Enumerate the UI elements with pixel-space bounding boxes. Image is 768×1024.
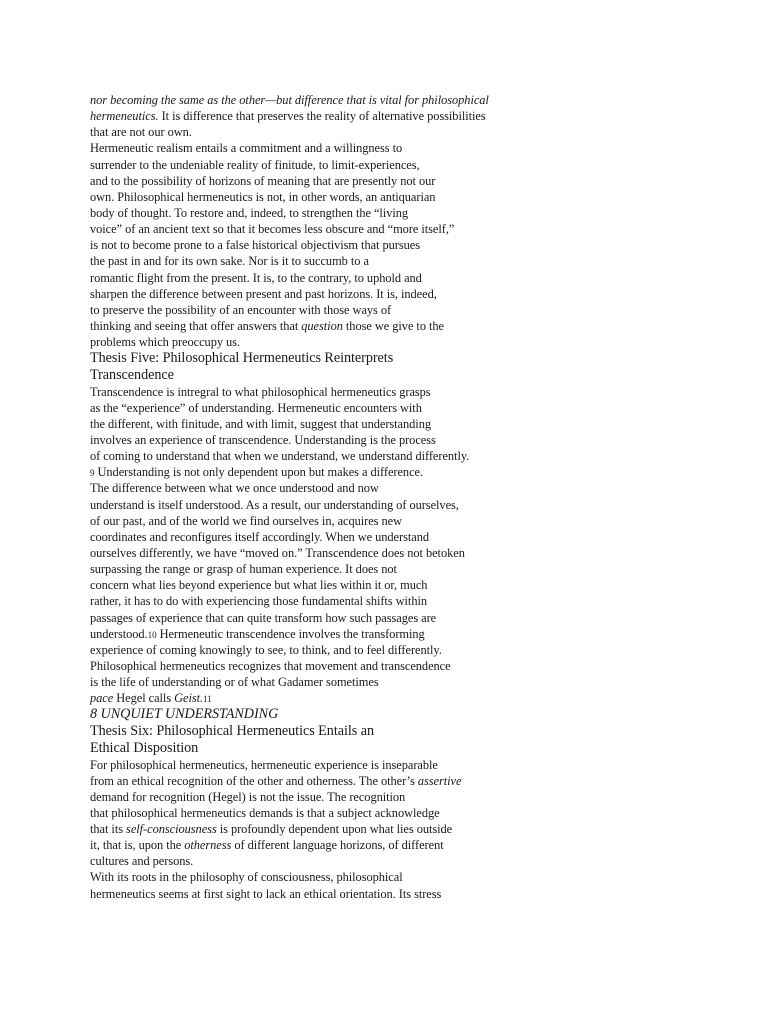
- text-line: [90, 189, 560, 205]
- text-segment: question: [301, 318, 343, 333]
- text-segment: demand for recognition (Hegel) is not the issue. The recognition: [90, 789, 406, 804]
- text-segment: nor becoming the same as the other—but difference that is vital for philosophical: [90, 93, 489, 107]
- text-line: [90, 757, 560, 773]
- text-line: [90, 480, 560, 496]
- text-segment: Thesis Five: Philosophical Hermeneutics Reinterprets: [90, 350, 394, 367]
- text-line: [90, 334, 560, 350]
- text-line: [90, 205, 560, 221]
- text-line: [90, 658, 560, 674]
- text-segment: involves an experience of transcendence. Understanding is the process: [90, 433, 436, 448]
- text-line: [90, 302, 560, 318]
- text-segment: rather, it has to do with experiencing those fundamental shifts within: [90, 594, 428, 609]
- text-line: [90, 789, 560, 805]
- heading-line: [90, 740, 560, 757]
- text-line: [90, 124, 560, 140]
- text-segment: is profoundly dependent upon what lies outside: [216, 822, 453, 837]
- text-segment: romantic flight from the present. It is, to the contrary, to uphold and: [90, 270, 422, 285]
- text-segment: The difference between what we once understood and now: [90, 481, 379, 496]
- text-line: [90, 497, 560, 513]
- text-segment: Ethical Disposition: [90, 739, 199, 756]
- text-line: [90, 464, 560, 480]
- text-segment: assertive: [417, 773, 462, 788]
- text-segment: voice” of an ancient text so that it becomes less obscure and “more itself,”: [90, 222, 455, 237]
- footnote-marker: 10: [147, 629, 157, 640]
- text-line: [90, 513, 560, 529]
- text-line: [90, 448, 560, 464]
- text-line: [90, 545, 560, 561]
- text-segment: is not to become prone to a false historical objectivism that pursues: [90, 238, 420, 253]
- text-segment: cultures and persons.: [90, 854, 194, 869]
- text-line: [90, 853, 560, 869]
- text-segment: self-consciousness: [126, 822, 217, 837]
- text-segment: Geist.: [174, 691, 204, 706]
- text-segment: surpassing the range or grasp of human experience. It does not: [90, 562, 397, 577]
- text-line: [90, 529, 560, 545]
- text-segment: those we give to the: [342, 318, 445, 333]
- text-segment: hermeneutics seems at first sight to lack an ethical orientation. Its stress: [90, 886, 442, 901]
- text-segment: Transcendence is intregral to what philosophical hermeneutics grasps: [90, 384, 431, 399]
- text-segment: it, that is, upon the: [90, 838, 185, 853]
- text-line: [90, 270, 560, 286]
- text-segment: the past in and for its own sake. Nor is it to succumb to a: [90, 254, 369, 269]
- text-segment: concern what lies beyond experience but what lies within it or, much: [90, 578, 428, 593]
- text-segment: body of thought. To restore and, indeed, to strengthen the “living: [90, 205, 409, 220]
- text-segment: Hermeneutic transcendence involves the transforming: [156, 626, 425, 641]
- text-line: [90, 821, 560, 837]
- text-line: [90, 610, 560, 626]
- text-line: [90, 221, 560, 237]
- text-segment: Hegel calls: [113, 691, 175, 706]
- text-segment: Philosophical hermeneutics recognizes that movement and transcendence: [90, 659, 451, 674]
- text-line: [90, 561, 560, 577]
- heading-line: [90, 367, 560, 384]
- text-line: [90, 140, 560, 156]
- text-segment: It is difference that preserves the reality of alternative possibilities: [158, 109, 486, 124]
- text-segment: 8 UNQUIET UNDERSTANDING: [90, 706, 279, 723]
- text-line: [90, 642, 560, 658]
- text-line: [90, 593, 560, 609]
- text-line: [90, 773, 560, 789]
- text-line: [90, 805, 560, 821]
- footnote-marker: 9: [90, 468, 95, 479]
- text-segment: With its roots in the philosophy of consciousness, philosophical: [90, 870, 403, 885]
- text-segment: experience of coming knowingly to see, to think, and to feel differently.: [90, 642, 442, 657]
- text-segment: pace: [90, 691, 114, 706]
- text-segment: Understanding is not only dependent upon but makes a difference.: [94, 465, 424, 480]
- text-segment: of different language horizons, of different: [231, 838, 444, 853]
- text-line: [90, 253, 560, 269]
- heading-line: [90, 723, 560, 740]
- text-line: [90, 173, 560, 189]
- text-segment: hermeneutics.: [90, 109, 159, 124]
- text-segment: Transcendence: [90, 366, 174, 383]
- text-segment: understand is itself understood. As a result, our understanding of ourselves,: [90, 497, 459, 512]
- heading-line: [90, 350, 560, 367]
- text-segment: to preserve the possibility of an encounter with those ways of: [90, 302, 392, 317]
- text-segment: own. Philosophical hermeneutics is not, in other words, an antiquarian: [90, 189, 436, 204]
- text-segment: understood.: [90, 626, 148, 641]
- text-segment: of our past, and of the world we find ourselves in, acquires new: [90, 513, 402, 528]
- text-line: [90, 237, 560, 253]
- text-segment: that are not our own.: [90, 125, 192, 140]
- text-line: [90, 577, 560, 593]
- text-line: [90, 157, 560, 173]
- text-segment: as the “experience” of understanding. Hermeneutic encounters with: [90, 400, 422, 415]
- text-segment: Thesis Six: Philosophical Hermeneutics Entails an: [90, 723, 375, 740]
- heading-line: [90, 706, 560, 723]
- text-line: [90, 837, 560, 853]
- text-segment: passages of experience that can quite transform how such passages are: [90, 610, 437, 625]
- text-segment: from an ethical recognition of the other and otherness. The other’s: [90, 773, 418, 788]
- text-line: [90, 869, 560, 885]
- text-segment: of coming to understand that when we understand, we understand differently.: [90, 449, 470, 464]
- text-line: [90, 416, 560, 432]
- text-segment: that its: [90, 822, 127, 837]
- text-line: [90, 886, 560, 902]
- text-segment: is the life of understanding or of what Gadamer sometimes: [90, 675, 379, 690]
- text-line: [90, 108, 560, 124]
- text-segment: that philosophical hermeneutics demands is that a subject acknowledge: [90, 805, 440, 820]
- text-line: [90, 286, 560, 302]
- text-line: [90, 318, 560, 334]
- text-line: [90, 674, 560, 690]
- text-line: [90, 690, 560, 706]
- footnote-marker: 11: [203, 694, 212, 705]
- text-line: [90, 92, 560, 108]
- text-segment: thinking and seeing that offer answers that: [90, 318, 302, 333]
- text-segment: sharpen the difference between present and past horizons. It is, indeed,: [90, 286, 437, 301]
- text-segment: ourselves differently, we have “moved on.” Transcendence does not betoken: [90, 546, 465, 561]
- text-segment: surrender to the undeniable reality of finitude, to limit-experiences,: [90, 157, 420, 172]
- document-page: [90, 92, 560, 902]
- text-line: [90, 432, 560, 448]
- text-segment: otherness: [184, 838, 232, 853]
- text-line: [90, 626, 560, 642]
- text-line: [90, 384, 560, 400]
- text-segment: problems which preoccupy us.: [90, 335, 241, 350]
- text-segment: For philosophical hermeneutics, hermeneutic experience is inseparable: [90, 757, 438, 772]
- text-segment: coordinates and reconfigures itself accordingly. When we understand: [90, 529, 429, 544]
- text-segment: and to the possibility of horizons of meaning that are presently not our: [90, 173, 436, 188]
- text-segment: Hermeneutic realism entails a commitment and a willingness to: [90, 141, 403, 156]
- text-segment: the different, with finitude, and with limit, suggest that understanding: [90, 416, 431, 431]
- text-line: [90, 400, 560, 416]
